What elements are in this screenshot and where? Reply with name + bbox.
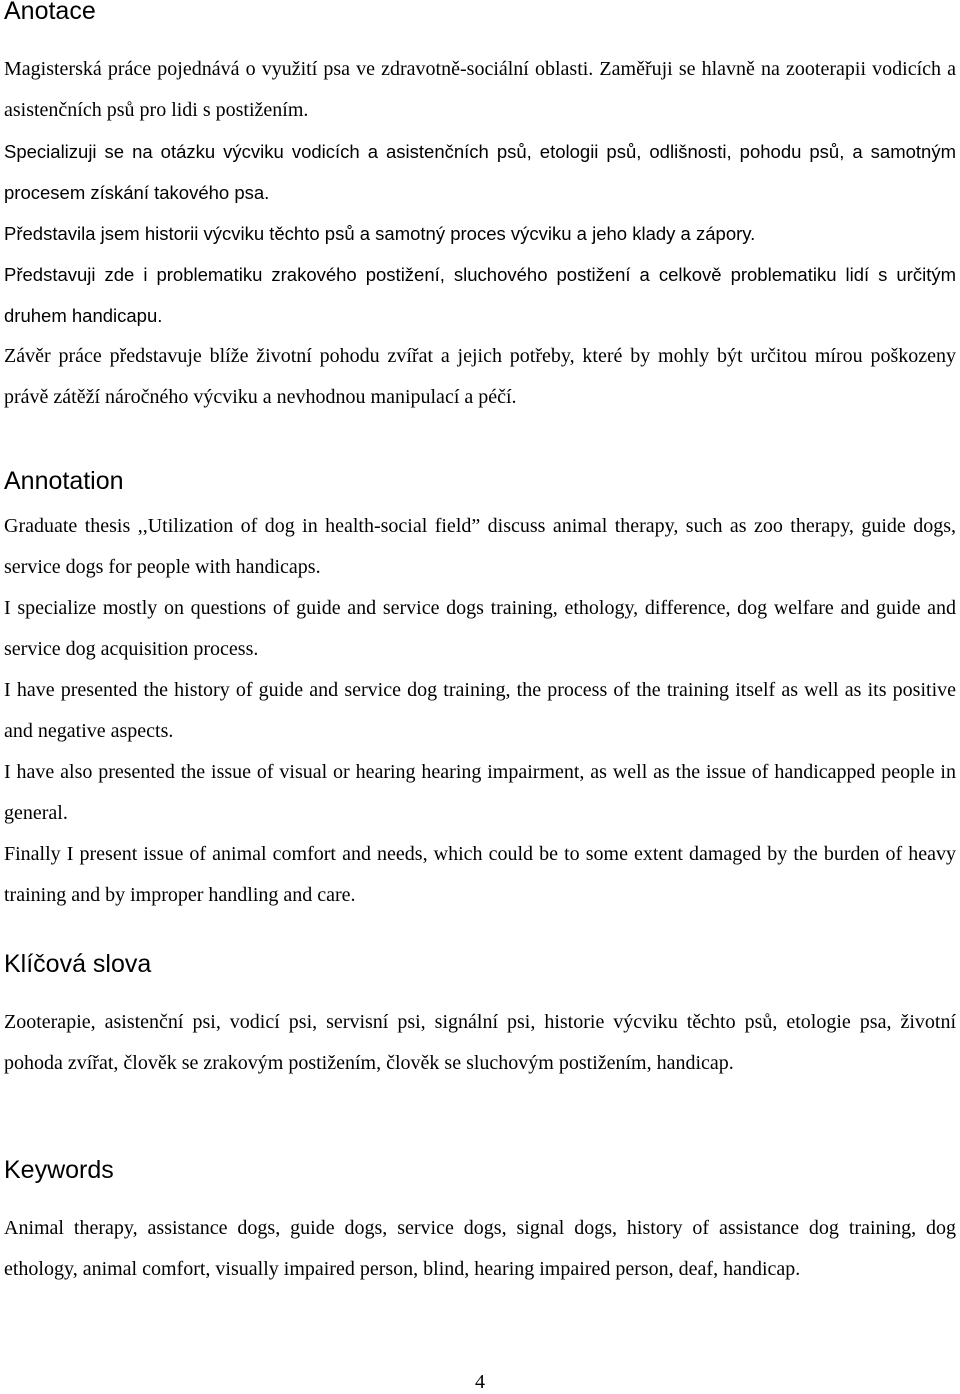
annotation-body bbox=[4, 506, 956, 916]
annotation-paragraph-2: I specialize mostly on questions of guide and service dogs training, ethology, difference, dog welfare and guide and service dog acquisition process. bbox=[4, 597, 956, 660]
keywords-body bbox=[4, 1208, 956, 1290]
klicova-slova-text: Zooterapie, asistenční psi, vodicí psi, servisní psi, signální psi, historie výcviku těchto psů, etologie psa, životní pohoda zvířat, člověk se zrakovým postižením, člověk se sluchovým postižením, handicap. bbox=[4, 1011, 956, 1074]
keywords-text: Animal therapy, assistance dogs, guide dogs, service dogs, signal dogs, history of assistance dog training, dog ethology, animal comfort, visually impaired person, blind, hearing impaired person, deaf, handicap. bbox=[4, 1217, 956, 1280]
anotace-heading: Anotace bbox=[4, 0, 96, 25]
annotation-section bbox=[4, 466, 956, 496]
annotation-heading: Annotation bbox=[4, 467, 124, 495]
klicova-slova-section bbox=[4, 949, 956, 979]
keywords-section bbox=[4, 1155, 956, 1185]
anotace-section bbox=[4, 0, 956, 26]
anotace-body bbox=[4, 49, 956, 418]
annotation-paragraph-4: I have also presented the issue of visual or hearing hearing impairment, as well as the issue of handicapped people in general. bbox=[4, 761, 956, 824]
klicova-slova-body bbox=[4, 1002, 956, 1084]
anotace-paragraph-5: Závěr práce představuje blíže životní pohodu zvířat a jejich potřeby, které by mohly být určitou mírou poškozeny právě zátěží náročného výcviku a nevhodnou manipulací a péčí. bbox=[4, 345, 956, 408]
klicova-slova-heading: Klíčová slova bbox=[4, 950, 152, 978]
anotace-paragraph-4: Představuji zde i problematiku zrakového postižení, sluchového postižení a celkově problematiku lidí s určitým druhem handicapu. bbox=[4, 264, 956, 326]
anotace-text bbox=[4, 49, 956, 418]
annotation-paragraph-3: I have presented the history of guide and service dog training, the process of the training itself as well as its positive and negative aspects. bbox=[4, 679, 956, 742]
page-number: 4 bbox=[475, 1371, 485, 1393]
annotation-paragraph-5: Finally I present issue of animal comfort and needs, which could be to some extent damaged by the burden of heavy training and by improper handling and care. bbox=[4, 843, 956, 906]
keywords-heading: Keywords bbox=[4, 1156, 114, 1184]
anotace-paragraph-2: Specializuji se na otázku výcviku vodicích a asistenčních psů, etologii psů, odlišnosti, pohodu psů, a samotným procesem získání takového psa. bbox=[4, 141, 956, 203]
annotation-text bbox=[4, 506, 956, 916]
anotace-paragraph-3: Představila jsem historii výcviku těchto psů a samotný proces výcviku a jeho klady a zápory. bbox=[4, 223, 756, 244]
annotation-paragraph-1: Graduate thesis ,,Utilization of dog in health-social field” discuss animal therapy, such as zoo therapy, guide dogs, service dogs for people with handicaps. bbox=[4, 515, 956, 578]
anotace-paragraph-1: Magisterská práce pojednává o využití psa ve zdravotně-sociální oblasti. Zaměřuji se hlavně na zooterapii vodicích a asistenčních psů pro lidi s postižením. bbox=[4, 58, 956, 121]
